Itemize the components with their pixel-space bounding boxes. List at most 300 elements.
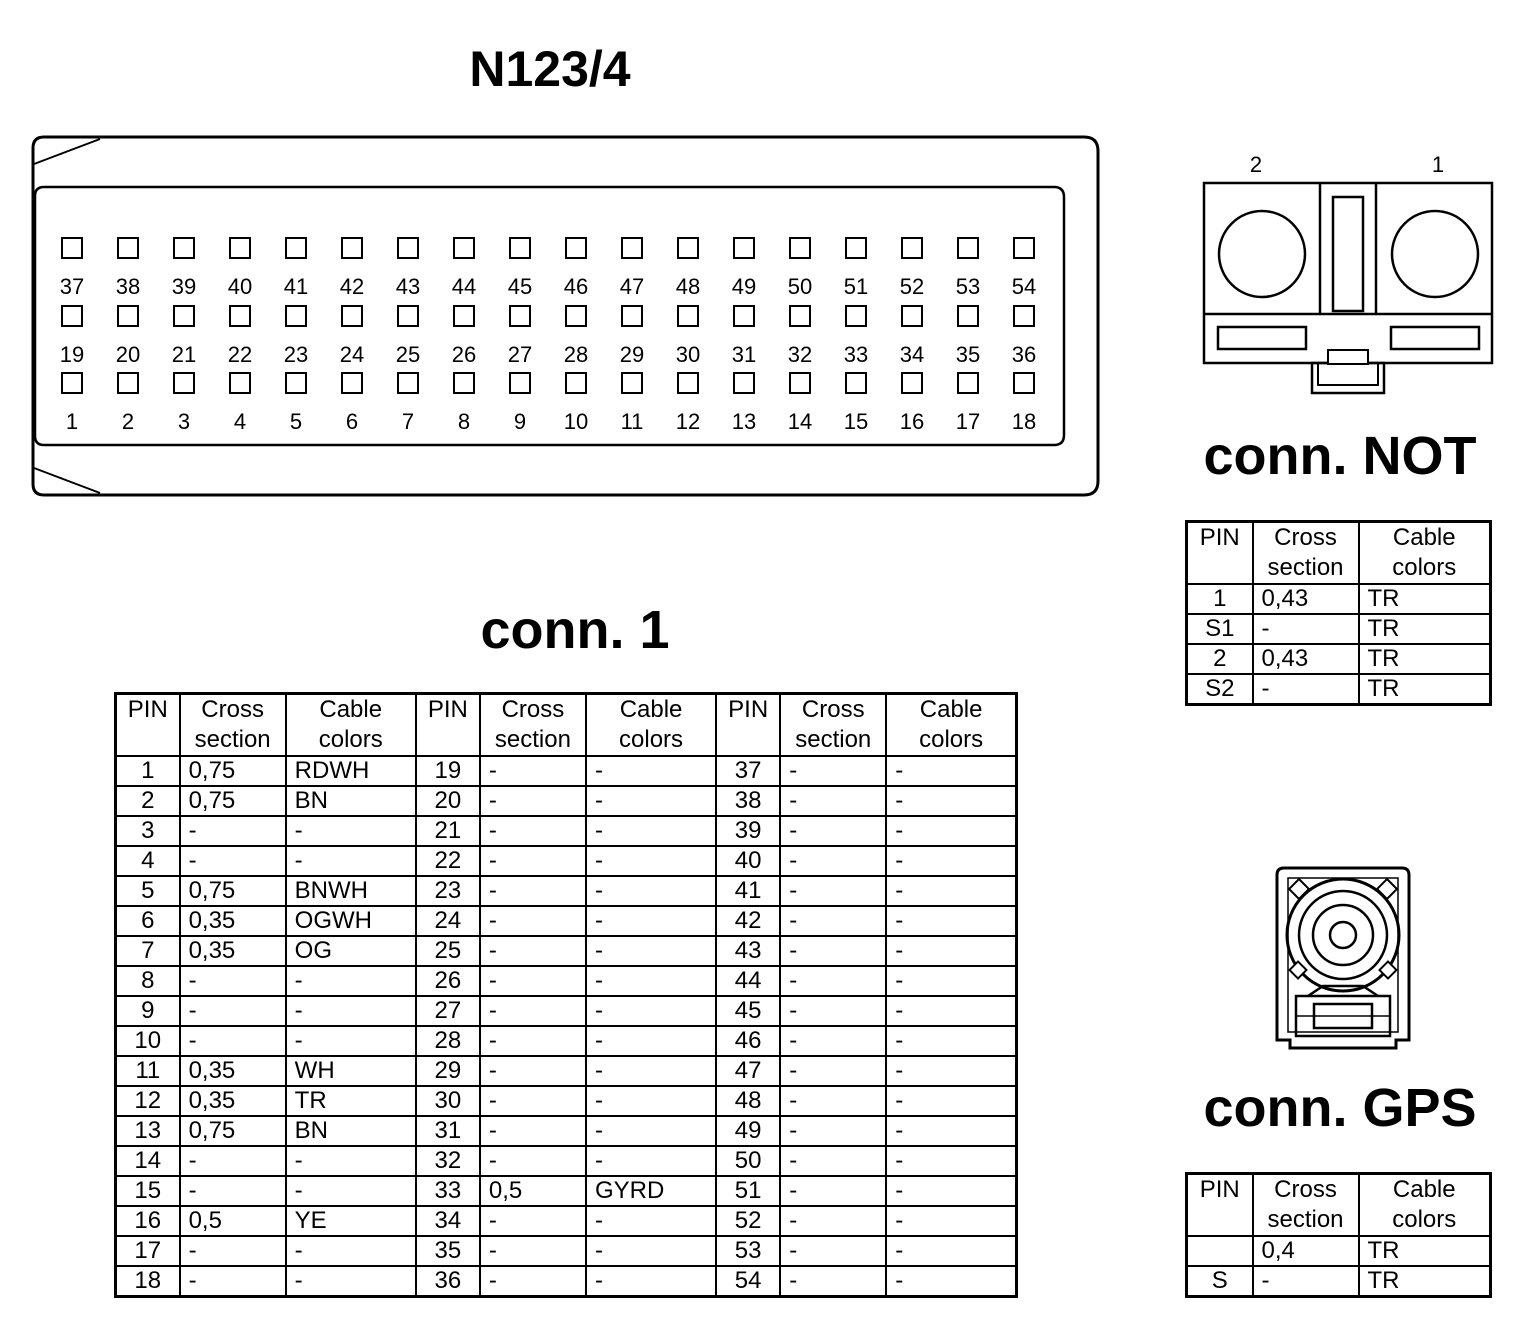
cross-section-cell: - <box>1253 674 1359 705</box>
cable-color-cell: - <box>886 756 1016 786</box>
pin-socket <box>230 373 250 393</box>
pin-number-label: 9 <box>513 409 527 434</box>
cable-color-cell: - <box>886 996 1016 1026</box>
pin-number-cell: 1 <box>1187 584 1253 614</box>
pin-number-label: 32 <box>787 342 813 367</box>
pin-number-cell: 8 <box>116 966 180 996</box>
cross-section-cell: - <box>780 1176 886 1206</box>
cable-color-cell: - <box>586 846 716 876</box>
cross-section-cell: - <box>480 1056 586 1086</box>
not-center-key <box>1333 197 1363 311</box>
cable-color-cell: - <box>586 1236 716 1266</box>
cable-color-cell: - <box>886 1176 1016 1206</box>
pin-number-label: 49 <box>731 274 757 299</box>
cross-section-cell: - <box>480 876 586 906</box>
pin-grid <box>60 238 1036 434</box>
cross-section-cell: - <box>180 816 286 846</box>
cable-color-cell: - <box>286 1176 416 1206</box>
pin-number-label: 21 <box>171 342 197 367</box>
pin-socket <box>62 306 82 326</box>
pin-socket <box>286 373 306 393</box>
cable-color-cell: TR <box>1359 644 1491 674</box>
pin-number-cell: 25 <box>416 936 480 966</box>
pin-number-label: 45 <box>507 274 533 299</box>
cross-section-cell: - <box>780 996 886 1026</box>
pin-socket <box>622 306 642 326</box>
pin-number-cell: 33 <box>416 1176 480 1206</box>
cable-color-cell: - <box>286 966 416 996</box>
header-cross-section: Cross section <box>480 694 586 757</box>
pin-socket <box>622 373 642 393</box>
cross-section-cell: 0,35 <box>180 906 286 936</box>
pin-number-cell: 52 <box>716 1206 780 1236</box>
cross-section-cell: - <box>480 786 586 816</box>
pin-number-cell: 39 <box>716 816 780 846</box>
pin-number-cell: 27 <box>416 996 480 1026</box>
pin-number-cell: 10 <box>116 1026 180 1056</box>
cable-color-cell: - <box>586 1146 716 1176</box>
pin-number-label: 10 <box>563 409 589 434</box>
cable-color-cell: - <box>586 1026 716 1056</box>
pin-number-label: 31 <box>731 342 757 367</box>
pin-number-cell: 41 <box>716 876 780 906</box>
not-pin-label-1: 1 <box>1431 152 1445 177</box>
pin-number-label: 5 <box>289 409 303 434</box>
pin-socket <box>510 238 530 258</box>
cross-section-cell: 0,75 <box>180 756 286 786</box>
cross-section-cell: - <box>180 1026 286 1056</box>
cable-color-cell: TR <box>286 1086 416 1116</box>
conn1-title: conn. 1 <box>480 600 670 660</box>
pin-socket <box>1014 238 1034 258</box>
table-row <box>116 1056 1017 1086</box>
pin-socket <box>286 238 306 258</box>
gps-coax-center-pin <box>1330 922 1356 948</box>
table-row <box>116 906 1017 936</box>
connector-inner-frame <box>35 187 1064 445</box>
pin-number-label: 11 <box>620 409 644 434</box>
pin-number-cell: 54 <box>716 1266 780 1297</box>
pin-number-label: 53 <box>955 274 981 299</box>
pin-socket <box>398 373 418 393</box>
table-row <box>1187 1266 1491 1297</box>
pin-number-cell: 44 <box>716 966 780 996</box>
pin-socket <box>846 306 866 326</box>
cable-color-cell: - <box>586 906 716 936</box>
cross-section-cell: 0,35 <box>180 1086 286 1116</box>
cross-section-cell: - <box>780 816 886 846</box>
pin-number-cell: 40 <box>716 846 780 876</box>
cable-color-cell: - <box>286 816 416 846</box>
cross-section-cell: - <box>780 936 886 966</box>
pin-number-label: 2 <box>121 409 135 434</box>
n123-connector-face <box>30 134 1102 500</box>
header-cross-section: Cross section <box>180 694 286 757</box>
cross-section-cell: - <box>180 966 286 996</box>
connector-corner-chamfer-top <box>34 139 100 164</box>
pin-number-label: 8 <box>457 409 471 434</box>
not-locking-tab-top <box>1328 350 1368 364</box>
cross-section-cell: 0,43 <box>1253 584 1359 614</box>
table-row <box>116 996 1017 1026</box>
conn-gps-table-body <box>1187 1236 1491 1297</box>
cable-color-cell: - <box>586 786 716 816</box>
pin-number-cell: 36 <box>416 1266 480 1297</box>
pin-number-cell: 51 <box>716 1176 780 1206</box>
cable-color-cell: BN <box>286 786 416 816</box>
pin-number-label: 18 <box>1011 409 1037 434</box>
cross-section-cell: - <box>480 1086 586 1116</box>
table-row <box>116 1026 1017 1056</box>
cable-color-cell: - <box>586 1056 716 1086</box>
cross-section-cell: - <box>480 1116 586 1146</box>
pin-number-cell: 7 <box>116 936 180 966</box>
pin-number-label: 47 <box>619 274 645 299</box>
table-row <box>116 756 1017 786</box>
not-connector-face <box>1198 150 1498 400</box>
gps-corner-notch-left <box>1289 879 1309 899</box>
not-pin-1-socket <box>1392 211 1478 297</box>
cable-color-cell: - <box>286 1266 416 1297</box>
table-row <box>116 816 1017 846</box>
cable-color-cell: - <box>586 1266 716 1297</box>
header-pin: PIN <box>716 694 780 757</box>
cross-section-cell: 0,75 <box>180 1116 286 1146</box>
cable-color-cell: - <box>586 1086 716 1116</box>
pin-number-cell: 4 <box>116 846 180 876</box>
pin-number-cell: 1 <box>116 756 180 786</box>
cable-color-cell: - <box>586 1206 716 1236</box>
header-pin: PIN <box>1187 522 1253 585</box>
cable-color-cell: BN <box>286 1116 416 1146</box>
pin-socket <box>678 373 698 393</box>
cable-color-cell: - <box>586 876 716 906</box>
not-pin-2-socket <box>1219 211 1305 297</box>
pin-number-cell: 5 <box>116 876 180 906</box>
pin-socket <box>230 238 250 258</box>
cable-color-cell: BNWH <box>286 876 416 906</box>
pin-number-cell: 31 <box>416 1116 480 1146</box>
table-row <box>116 966 1017 996</box>
pin-number-label: 26 <box>451 342 477 367</box>
pin-number-cell: 24 <box>416 906 480 936</box>
cross-section-cell: - <box>180 1146 286 1176</box>
pin-number-label: 38 <box>115 274 141 299</box>
cable-color-cell: - <box>886 1086 1016 1116</box>
cross-section-cell: - <box>780 786 886 816</box>
pin-socket <box>342 373 362 393</box>
header-cross-section: Cross section <box>780 694 886 757</box>
header-pin: PIN <box>1187 1174 1253 1237</box>
header-pin: PIN <box>416 694 480 757</box>
cable-color-cell: TR <box>1359 1266 1491 1297</box>
table-row <box>1187 674 1491 705</box>
conn-not-pin-table <box>1185 520 1492 706</box>
pin-number-label: 20 <box>115 342 141 367</box>
pin-socket <box>566 306 586 326</box>
pin-number-cell: 45 <box>716 996 780 1026</box>
header-cross-section: Cross section <box>1253 1174 1359 1237</box>
cross-section-cell: - <box>480 1026 586 1056</box>
cable-color-cell: - <box>586 1116 716 1146</box>
pin-number-label: 41 <box>283 274 309 299</box>
cross-section-cell: - <box>780 1026 886 1056</box>
gps-coax-ring-3 <box>1313 905 1373 965</box>
cross-section-cell: - <box>180 846 286 876</box>
pin-number-cell: 12 <box>116 1086 180 1116</box>
pin-number-cell: 20 <box>416 786 480 816</box>
header-cross-section: Cross section <box>1253 522 1359 585</box>
pin-number-label: 30 <box>675 342 701 367</box>
cross-section-cell: - <box>1253 614 1359 644</box>
pin-number-label: 28 <box>563 342 589 367</box>
cable-color-cell: - <box>886 1146 1016 1176</box>
cross-section-cell: - <box>780 1206 886 1236</box>
cable-color-cell: - <box>586 816 716 846</box>
pin-number-cell: S2 <box>1187 674 1253 705</box>
pin-socket <box>790 306 810 326</box>
cross-section-cell: - <box>480 756 586 786</box>
cross-section-cell: - <box>480 846 586 876</box>
pin-number-cell: 49 <box>716 1116 780 1146</box>
cable-color-cell: - <box>886 966 1016 996</box>
pin-socket <box>342 238 362 258</box>
cable-color-cell: - <box>886 876 1016 906</box>
gps-corner-notch-right <box>1377 879 1397 899</box>
conn-gps-pin-table <box>1185 1172 1492 1298</box>
connector-title-n123-4: N123/4 <box>469 41 631 97</box>
pin-socket <box>286 306 306 326</box>
cross-section-cell: - <box>780 1146 886 1176</box>
table-row <box>116 1236 1017 1266</box>
pin-number-label: 24 <box>339 342 365 367</box>
pin-socket <box>118 373 138 393</box>
pin-socket <box>454 373 474 393</box>
pin-number-label: 39 <box>171 274 197 299</box>
cable-color-cell: - <box>586 936 716 966</box>
header-pin: PIN <box>116 694 180 757</box>
pin-number-label: 50 <box>787 274 813 299</box>
pin-number-label: 40 <box>227 274 253 299</box>
cable-color-cell: TR <box>1359 614 1491 644</box>
cable-color-cell: - <box>286 1146 416 1176</box>
table-row <box>116 936 1017 966</box>
pin-number-label: 34 <box>899 342 925 367</box>
pin-number-cell: 30 <box>416 1086 480 1116</box>
cable-color-cell: - <box>886 1266 1016 1297</box>
cross-section-cell: - <box>480 936 586 966</box>
pin-number-label: 17 <box>955 409 981 434</box>
pin-number-label: 33 <box>843 342 869 367</box>
not-latch-slot-left <box>1218 327 1306 349</box>
cross-section-cell: - <box>180 1266 286 1297</box>
cross-section-cell: - <box>480 1146 586 1176</box>
pin-number-cell: 11 <box>116 1056 180 1086</box>
pin-number-cell: 38 <box>716 786 780 816</box>
cross-section-cell: - <box>780 1086 886 1116</box>
pin-socket <box>902 238 922 258</box>
pin-socket <box>678 306 698 326</box>
header-cable-colors: Cable colors <box>586 694 716 757</box>
cross-section-cell: - <box>480 996 586 1026</box>
pin-number-cell: 13 <box>116 1116 180 1146</box>
cable-color-cell: - <box>286 846 416 876</box>
header-cable-colors: Cable colors <box>286 694 416 757</box>
table-row <box>116 1176 1017 1206</box>
pin-number-cell: 18 <box>116 1266 180 1297</box>
header-cable-colors: Cable colors <box>1359 522 1491 585</box>
pin-socket <box>118 306 138 326</box>
cable-color-cell: TR <box>1359 1236 1491 1266</box>
pin-number-label: 52 <box>899 274 925 299</box>
cable-color-cell: - <box>886 816 1016 846</box>
pin-socket <box>902 373 922 393</box>
pin-number-label: 51 <box>843 274 869 299</box>
pin-number-cell: 6 <box>116 906 180 936</box>
cable-color-cell: - <box>886 786 1016 816</box>
pin-socket <box>342 306 362 326</box>
pin-number-cell: 21 <box>416 816 480 846</box>
pin-socket <box>734 306 754 326</box>
cross-section-cell: - <box>1253 1266 1359 1297</box>
pin-number-cell: 35 <box>416 1236 480 1266</box>
cable-color-cell: - <box>586 996 716 1026</box>
pin-number-cell: 2 <box>116 786 180 816</box>
pin-socket <box>174 373 194 393</box>
pin-number-label: 16 <box>899 409 925 434</box>
cross-section-cell: - <box>780 1266 886 1297</box>
pin-socket <box>1014 306 1034 326</box>
cross-section-cell: - <box>780 846 886 876</box>
cross-section-cell: 0,35 <box>180 1056 286 1086</box>
cross-section-cell: - <box>480 1236 586 1266</box>
pin-number-cell: S1 <box>1187 614 1253 644</box>
pin-socket <box>398 306 418 326</box>
cross-section-cell: - <box>480 966 586 996</box>
pin-number-label: 48 <box>675 274 701 299</box>
cross-section-cell: 0,4 <box>1253 1236 1359 1266</box>
cross-section-cell: - <box>180 1176 286 1206</box>
pin-number-cell: 17 <box>116 1236 180 1266</box>
cable-color-cell: YE <box>286 1206 416 1236</box>
pin-socket <box>510 373 530 393</box>
not-housing-outline <box>1204 183 1492 363</box>
pin-number-label: 29 <box>619 342 645 367</box>
cable-color-cell: - <box>286 1236 416 1266</box>
table-row <box>116 1206 1017 1236</box>
pin-socket <box>622 238 642 258</box>
pin-number-cell: 23 <box>416 876 480 906</box>
cable-color-cell: TR <box>1359 674 1491 705</box>
cross-section-cell: - <box>780 1236 886 1266</box>
pin-number-cell: 53 <box>716 1236 780 1266</box>
conn-not-title: conn. NOT <box>1203 426 1477 486</box>
pin-socket <box>174 238 194 258</box>
cable-color-cell: - <box>886 936 1016 966</box>
pin-socket <box>958 373 978 393</box>
cable-color-cell: WH <box>286 1056 416 1086</box>
cross-section-cell: - <box>780 1116 886 1146</box>
table-row <box>116 1146 1017 1176</box>
pin-number-cell: 50 <box>716 1146 780 1176</box>
cross-section-cell: 0,5 <box>180 1206 286 1236</box>
table-row <box>116 1116 1017 1146</box>
conn1-pin-table <box>114 692 1018 1298</box>
pin-number-cell: S <box>1187 1266 1253 1297</box>
pin-socket <box>958 306 978 326</box>
pin-number-label: 12 <box>675 409 701 434</box>
pin-number-label: 46 <box>563 274 589 299</box>
pin-socket <box>846 373 866 393</box>
cross-section-cell: - <box>180 996 286 1026</box>
pin-socket <box>566 238 586 258</box>
pin-socket <box>454 238 474 258</box>
cable-color-cell: OG <box>286 936 416 966</box>
pin-number-cell: 48 <box>716 1086 780 1116</box>
cross-section-cell: - <box>480 816 586 846</box>
table-row <box>1187 644 1491 674</box>
cross-section-cell: 0,43 <box>1253 644 1359 674</box>
pin-number-cell: 19 <box>416 756 480 786</box>
pin-number-cell: 28 <box>416 1026 480 1056</box>
not-locking-tab-inner <box>1318 363 1378 385</box>
pin-number-cell: 22 <box>416 846 480 876</box>
pin-number-cell <box>1187 1236 1253 1266</box>
pin-number-label: 36 <box>1011 342 1037 367</box>
pin-number-label: 15 <box>843 409 869 434</box>
pin-number-label: 13 <box>731 409 757 434</box>
cable-color-cell: - <box>286 996 416 1026</box>
pin-number-label: 27 <box>507 342 533 367</box>
conn-gps-title: conn. GPS <box>1203 1078 1477 1138</box>
not-latch-slot-right <box>1391 327 1479 349</box>
cross-section-cell: 0,75 <box>180 786 286 816</box>
cable-color-cell: - <box>886 1116 1016 1146</box>
pin-socket <box>734 373 754 393</box>
cable-color-cell: - <box>886 1236 1016 1266</box>
pin-socket <box>510 306 530 326</box>
cross-section-cell: - <box>480 1266 586 1297</box>
pin-number-label: 54 <box>1011 274 1037 299</box>
pin-number-cell: 9 <box>116 996 180 1026</box>
pin-number-label: 4 <box>233 409 247 434</box>
pin-number-cell: 34 <box>416 1206 480 1236</box>
cross-section-cell: 0,35 <box>180 936 286 966</box>
cable-color-cell: - <box>886 1206 1016 1236</box>
pin-number-cell: 14 <box>116 1146 180 1176</box>
cable-color-cell: - <box>586 966 716 996</box>
cross-section-cell: - <box>780 756 886 786</box>
pin-number-label: 42 <box>339 274 365 299</box>
cross-section-cell: - <box>780 906 886 936</box>
pin-number-cell: 15 <box>116 1176 180 1206</box>
pin-number-cell: 47 <box>716 1056 780 1086</box>
cross-section-cell: - <box>180 1236 286 1266</box>
pin-number-label: 1 <box>65 409 79 434</box>
pin-number-label: 43 <box>395 274 421 299</box>
pin-number-cell: 2 <box>1187 644 1253 674</box>
pin-number-label: 22 <box>227 342 253 367</box>
not-pin-label-2: 2 <box>1249 152 1263 177</box>
table-row <box>116 876 1017 906</box>
cable-color-cell: - <box>286 1026 416 1056</box>
cable-color-cell: - <box>886 1026 1016 1056</box>
pin-number-label: 7 <box>401 409 415 434</box>
pin-number-label: 3 <box>177 409 191 434</box>
conn-not-table-body <box>1187 584 1491 705</box>
pin-number-cell: 3 <box>116 816 180 846</box>
header-cable-colors: Cable colors <box>1359 1174 1491 1237</box>
